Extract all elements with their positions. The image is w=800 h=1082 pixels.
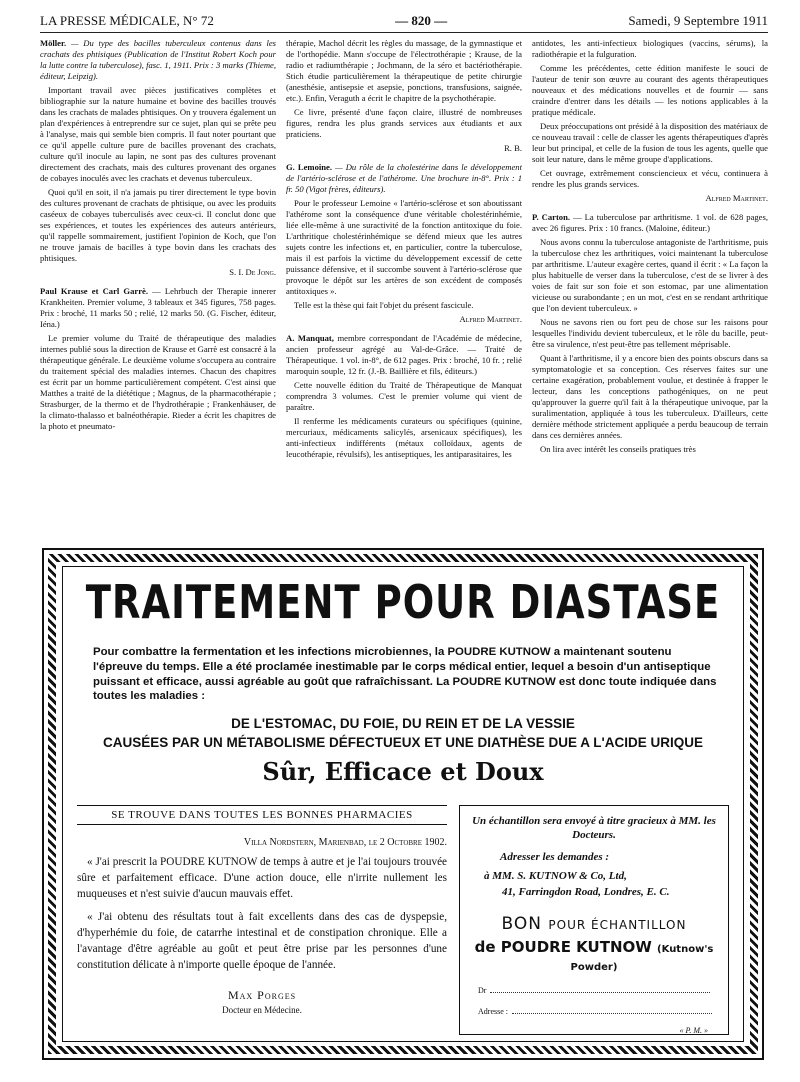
ad-slogan: Sûr, Efficace et Doux (262, 757, 544, 786)
paragraph: Le premier volume du Traité de thérapeutique des maladies internes publié sous la direction de Krause et Garrè est consacré à la thérapeutique générale. Le deuxième volume s'occupera au contraire du traitement spécial des maladies internes. Chacun des chapitres est écrit par un homme particulièrement compétent. C'est ainsi que Matthes a traité de la diététique ; Magnus, de la pharmacothérapie ; Strasburger, de la thermo et de l'hydrothérapie ; Frankenhäuser, de la climato-thalasso et balnéothérapie. Rieder a écrit les chapitres de la photo et pneumato- (40, 333, 276, 431)
coupon-product: de POUDRE KUTNOW (Kutnow's Powder) (474, 938, 714, 974)
request-instruction: Adresser les demandes : (500, 850, 610, 863)
ad-content (62, 566, 744, 1042)
testimonial-quote: « J'ai obtenu des résultats tout à fait excellents dans des cas de dyspepsie, d'hyperhémie du foie, de catarrhe intestinal et de constipation chronique. Elle a l'avantage d'être agréable au goût et peut être prise par les personnes d'une constitution délicate à n'importe quelle époque de l'année. (77, 910, 447, 972)
paragraph: Nous ne savons rien ou fort peu de chose sur les raisons pour lesquelles l'individu devient tuberculeux, et le rôle du bacille, peut-être sa virulence, n'est peut-être pas tellement méprisable. (532, 317, 768, 349)
paragraph: Pour le professeur Lemoine « l'artério-sclérose et son aboutissant l'athérome sont la conséquence d'une véritable cholestérinhémie, liée elle-même à une suractivité de la fonction antitoxique du foie. L'arthritique cholestérinhémique se défend mieux que les autres sujets contre les infections et, en particulier, contre la tuberculose, mais il est parfois la victime du développement excessif de cette puissance défensive, et il succombe souvent à l'artério-sclérose que provoque le dépôt sur les artères de son excédent de composés antitoxiques ». (286, 198, 522, 296)
paragraph: Ce livre, présenté d'une façon claire, illustré de nombreuses figures, rendra les plus grands services aux étudiants et aux praticiens. (286, 107, 522, 139)
ad-headline: TRAITEMENT POUR DIASTASE (85, 575, 721, 630)
testimonial-quote: « J'ai prescrit la POUDRE KUTNOW de temps à autre et je l'ai toujours trouvée sûre et parfaitement efficace. D'une action douce, elle n'irrite nullement les muqueuses et n'est suivie d'aucun mauvais effet. (77, 856, 447, 901)
signature: Alfred Martinet. (705, 193, 768, 203)
paragraph: antidotes, les anti-infectieux biologiques (vaccins, sérums), la radiothérapie et la fulguration. (532, 38, 768, 59)
journal-title: LA PRESSE MÉDICALE, N° 72 (40, 13, 214, 28)
coupon-title: BON POUR ÉCHANTILLON (501, 914, 687, 935)
pharmacies-banner: SE TROUVE DANS TOUTES LES BONNES PHARMACIES (77, 805, 447, 825)
sample-coupon (459, 805, 729, 1035)
review-carton: P. Carton. — La tuberculose par arthritisme. 1 vol. de 628 pages, avec 26 figures. Prix : 10 francs. (Maloine, éditeur.) (532, 212, 768, 233)
testimonial (77, 805, 447, 1031)
review-lemoine: G. Lemoine. — Du rôle de la cholestérine dans le développement de l'artério-sclérose et de l'athérome. Une brochure in-8°. Prix : 1 fr. 50 (Vigot frères, éditeurs). (286, 162, 522, 194)
company-address: à MM. S. KUTNOW & Co, Ltd, 41, Farringdon Road, Londres, E. C. (484, 869, 670, 898)
paragraph: Comme les précédentes, cette édition manifeste le souci de l'auteur de tenir son œuvre au courant des agents thérapeutiques nouveaux et des médications nouvelles et de fournir — sans craindre d'entrer dans les détails — les notions applicables à la pratique médicale. (532, 63, 768, 117)
paragraph: Cet ouvrage, extrêmement consciencieux et vécu, continuera à rendre les plus grands services. (532, 168, 768, 189)
signature: Alfred Martinet. (459, 314, 522, 324)
journal-mark: « P. M. » (679, 1026, 708, 1036)
ad-indications (63, 715, 743, 753)
page-header (40, 10, 768, 33)
doctor-title: Docteur en Médecine. (222, 1004, 302, 1015)
signature: S. I. De Jong. (229, 267, 276, 277)
column-3 (532, 38, 768, 540)
page-number: — 820 — (395, 13, 448, 28)
indication-line-1: DE L'ESTOMAC, DU FOIE, DU REIN ET DE LA VESSIE (231, 716, 575, 731)
review-columns (40, 38, 768, 540)
paragraph: On lira avec intérêt les conseils pratiques très (540, 444, 696, 454)
issue-date: Samedi, 9 Septembre 1911 (628, 13, 768, 28)
paragraph: Il renferme les médicaments curateurs ou spécifiques (quinine, mercuriaux, médicaments salicylés, arsenicaux spécifiques), les anti-infectieux indifférents (métaux colloïdaux, agents de leucothérapie, révulsifs), les antiseptiques, les antiparasitaires, les (286, 416, 522, 459)
sample-offer: Un échantillon sera envoyé à titre gracieux à MM. les Docteurs. (472, 815, 716, 842)
paragraph: thérapie, Machol décrit les règles du massage, de la gymnastique et de l'orthopédie. Mann s'occupe de l'électrothérapie ; Krause, de la radio et radiumthérapie ; Jochmann, de la séro et bactériothérapie. Stich étudie particulièrement la thérapeutique de petite chirurgie (anesthésie, antisepsie et asepsie, ponctions, transfusions, saignée, etc.). Enfin, Veraguth a écrit le chapitre de la psychothérapie. (286, 38, 522, 103)
paragraph: Quoi qu'il en soit, il n'a jamais pu tirer directement le type bovin des cultures provenant de crachats de phtisique, ou avec les produits caséeux de cobayes tuberculisés avec ceux-ci. Il conclut donc que ses expériences, et toutes les expériences des auteurs antérieurs, qu'il rappelle sommairement, justifient l'opinion de Koch, que l'on ne trouve jamais de bacilles à type bovin dans les crachats des phtisiques. (40, 187, 276, 263)
testimonial-place-date: Villa Nordstern, Marienbad, le 2 Octobre 1902. (243, 837, 447, 848)
paragraph: Cette nouvelle édition du Traité de Thérapeutique de Manquat comprendra 3 volumes. C'est le premier volume qui vient de paraître. (286, 380, 522, 412)
column-2 (286, 38, 522, 540)
address-field[interactable]: Adresse : (478, 1005, 728, 1016)
ad-intro-text: Pour combattre la fermentation et les infections microbiennes, la POUDRE KUTNOW a maintenant soutenu l'épreuve du temps. Elle a été proclamée inestimable par le corps médical entier, lequel a besoin d'un antiseptique puissant et efficace, aussi agréable au goût que rafraîchissant. La POUDRE KUTNOW est donc toute indiquée dans toutes les maladies : (93, 646, 717, 703)
column-1 (40, 38, 276, 540)
doctor-name: Max Porges (227, 987, 297, 1002)
review-krause: Paul Krause et Carl Garrè. — Lehrbuch der Therapie innerer Krankheiten. Premier volume, 3 tableaux et 345 figures, 758 pages. Prix : broché, 11 marks 50 ; relié, 12 marks 50. (G. Fischer, éditeur, Iéna.) (40, 286, 276, 329)
kutnow-advertisement (42, 548, 764, 1060)
paragraph: Nous avons connu la tuberculose antagoniste de l'arthritisme, puis la tuberculose chez les arthritiques, voici maintenant la tuberculose par arthritisme. L'auteur exagère certes, quand il écrit : « La façon la plus habituelle de verser dans la tuberculose, c'est de se livrer à des voies de fait sur son foie et son estomac, par une alimentation vicieuse ou surabondante ; en un mot, c'est en se rendant arthritique que l'on devient tuberculeux. » (532, 237, 768, 313)
review-moller: Möller. — Du type des bacilles tuberculeux contenus dans les crachats des phtisiques (Publication de l'Institut Robert Koch pour la lutte contre la tuberculose), fasc. 1, 1911. Prix : 3 marks (Thieme, éditeur, Leipzig). (40, 38, 276, 81)
paragraph: Quant à l'arthritisme, il y a encore bien des points obscurs dans sa symptomatologie et sa conception. Ces réserves faites sur une certaine exagération, probablement voulue, et destinée à frapper le lecteur, dans les conceptions pathogéniques, on ne peut qu'approuver la guerre qu'il fait à la thérapeutique univoque, par la suralimentation, appliquée à tous les tuberculeux. D'ailleurs, cette dernière méthode strictement appliquée a perdu beaucoup de terrain dans ces dernières années. (532, 353, 768, 440)
paragraph: Telle est la thèse qui fait l'objet du présent fascicule. (294, 300, 474, 310)
paragraph: Deux préoccupations ont présidé à la disposition des matériaux de ce nouveau travail : celle de classer les agents thérapeutiques d'après leur but principal, et celle de la fusion de tous les agents, quelle que soit leur nature, dans le même groupe d'applications. (532, 121, 768, 164)
review-manquat: A. Manquat, membre correspondant de l'Académie de médecine, ancien professeur agrégé au Val-de-Grâce. — Traité de Thérapeutique. 1 vol. in-8°, de 612 pages. Prix : broché, 10 fr. ; relié maroquin souple, 12 fr. (J.-B. Baillière et fils, éditeurs.) (286, 333, 522, 376)
signature: R. B. (504, 143, 522, 153)
doctor-field[interactable]: Dr (478, 984, 728, 995)
indication-line-2: CAUSÉES PAR UN MÉTABOLISME DÉFECTUEUX ET UNE DIATHÈSE DUE A L'ACIDE URIQUE (103, 734, 703, 750)
paragraph: Important travail avec pièces justificatives complètes et bibliographie sur la nature humaine et bovine des bacilles trouvés dans les crachats de malades phtisiques. On y trouvera également un plan d'expériences à entreprendre sur ce sujet, plan qui se prête peu à l'analyse, mais qui semble bien compris. Il faut noter pourtant que ce qu'il appelle culture pure de bacilles provenant des crachats, culture qu'il inocule au lapin, ne sont pas des cultures provenant directement des crachats, mais des cultures provenant des organes de cobayes inoculés avec les crachats et devenus tuberculeux. (40, 85, 276, 183)
